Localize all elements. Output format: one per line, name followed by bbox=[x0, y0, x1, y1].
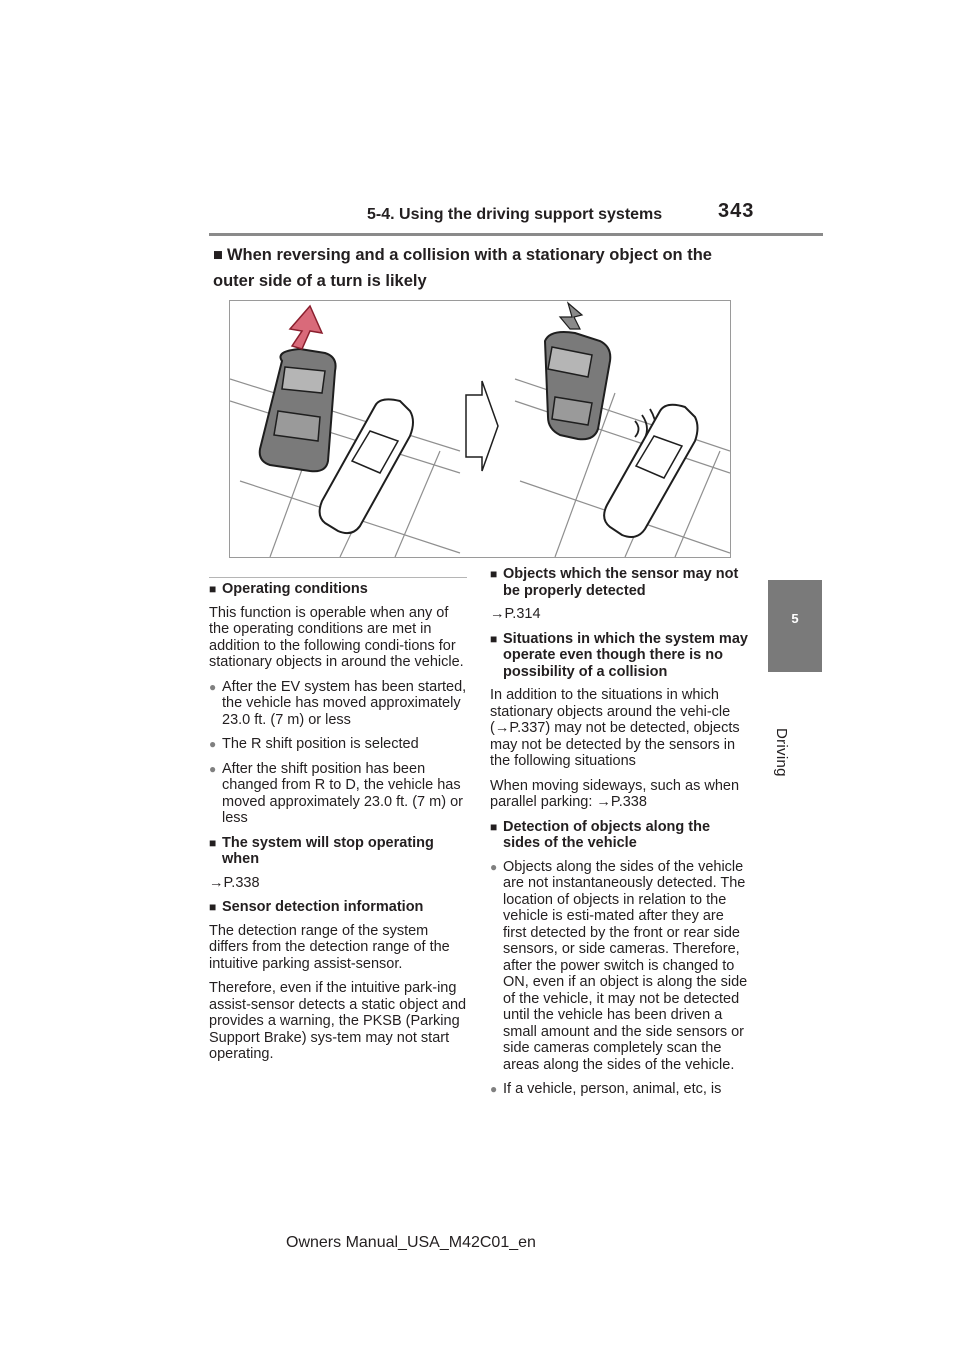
subheading-detection-sides: ■ Detection of objects along the sides of the vehicle bbox=[490, 819, 748, 852]
right-direction-arrow bbox=[560, 303, 582, 329]
heading-marker: ■ bbox=[213, 246, 223, 264]
transition-arrow bbox=[466, 381, 498, 471]
right-column bbox=[490, 566, 748, 1106]
bullet-item: ● If a vehicle, person, animal, etc, is bbox=[490, 1081, 748, 1098]
subheading-operating-conditions: ■ Operating conditions bbox=[209, 581, 467, 598]
illustration-reversing-collision bbox=[229, 300, 731, 558]
header-divider bbox=[209, 233, 823, 236]
left-parked-car bbox=[320, 399, 413, 533]
operating-conditions-intro: This function is operable when any of the operating conditions are met in addition to the following condi-tions for stationary objects in around the vehicle. bbox=[209, 604, 464, 670]
chapter-tab bbox=[768, 580, 822, 672]
footer-text: Owners Manual_USA_M42C01_en bbox=[286, 1234, 536, 1251]
subheading-situations: ■ Situations in which the system may operate even though there is no possibility of a collision bbox=[490, 631, 748, 681]
page-reference-link[interactable]: →P.314 bbox=[490, 606, 541, 622]
subheading-objects-not-detected: ■ Objects which the sensor may not be properly detected bbox=[490, 566, 748, 599]
illustration-svg bbox=[230, 301, 730, 557]
chapter-number: 5 bbox=[791, 611, 799, 626]
left-moving-car bbox=[260, 349, 336, 471]
section-heading bbox=[213, 242, 753, 294]
situations-paragraph: When moving sideways, such as when parallel parking: →P.338 bbox=[490, 777, 740, 810]
bullet-item: ● Objects along the sides of the vehicle are not instantaneously detected. The location of objects in relation to the vehicle is esti-mated after they are first detected by the front or rear side sensors, or side cameras. Therefore, after the power switch is changed to ON, even if an object is along the side of the vehicle, it may not be detected until the vehicle has been driven a small amount and the side sensors or side cameras completely scan the areas along the sides of the vehicle. bbox=[490, 859, 748, 1074]
right-moving-car bbox=[545, 332, 610, 439]
situations-paragraph: In addition to the situations in which stationary objects around the vehi-cle (→P.337) may not be detected, objects may not be detected by the sensors in the following situations bbox=[490, 687, 740, 769]
chapter-label: Driving bbox=[773, 728, 790, 777]
subheading-sensor-info: ■ Sensor detection information bbox=[209, 899, 467, 916]
heading-text: When reversing and a collision with a stationary object on the outer side of a turn is likely bbox=[213, 246, 712, 290]
sensor-info-paragraph: Therefore, even if the intuitive park-ing assist-sensor detects a static object and provides a warning, the PKSB (Parking Support Brake) sys-tem may not start operating. bbox=[209, 980, 467, 1062]
header-section-title: 5-4. Using the driving support systems bbox=[367, 206, 663, 223]
page-reference-link[interactable]: →P.338 bbox=[209, 874, 260, 891]
page-number: 343 bbox=[718, 200, 755, 222]
column-divider bbox=[209, 577, 467, 578]
bullet-item: ● After the shift position has been changed from R to D, the vehicle has moved approximately 23.0 ft. (7 m) or less bbox=[209, 761, 467, 827]
sensor-info-paragraph: The detection range of the system differs from the detection range of the intuitive parking assist-sensor. bbox=[209, 922, 450, 972]
bullet-item: ● After the EV system has been started, the vehicle has moved approximately 23.0 ft. (7 m) or less bbox=[209, 679, 467, 729]
left-column bbox=[209, 577, 467, 1071]
bullet-item: ● The R shift position is selected bbox=[209, 736, 467, 753]
subheading-stop-operating: ■ The system will stop operating when bbox=[209, 835, 467, 868]
left-direction-arrow bbox=[290, 306, 322, 349]
